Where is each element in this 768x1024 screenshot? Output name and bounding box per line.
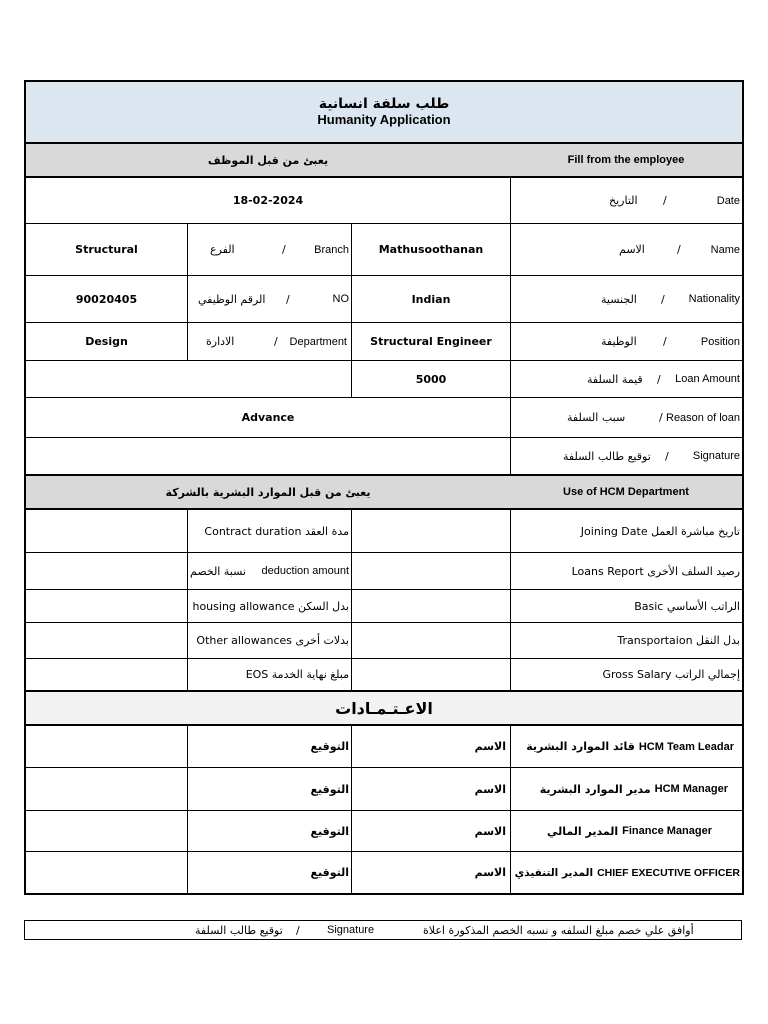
section-hcm (26, 476, 742, 510)
deduction-amount-value[interactable] (26, 553, 187, 589)
loan-application-form (24, 80, 744, 895)
row-basic-housing (26, 590, 742, 623)
loan-amount-label-en: Loan Amount (675, 373, 740, 385)
deduction-amount-label (187, 553, 351, 589)
nationality-label-ar: الجنسية (601, 292, 637, 306)
footer-agreement-text: أوافق علي خصم مبلغ السلفه و نسبه الخصم المذكورة اعلاة (423, 924, 694, 937)
position-label-en: Position (700, 335, 740, 348)
approval-name-field[interactable]: الاسم (351, 811, 510, 851)
row-loan-amount (26, 361, 742, 398)
deduction-label-ar: نسبة الخصم (190, 564, 246, 578)
loans-report-value[interactable] (351, 553, 510, 589)
joining-date-label: Joining Date تاريخ مباشرة العمل (510, 510, 742, 552)
signature-label-ar: توقيع طالب السلفة (563, 449, 651, 463)
row-transport-other (26, 623, 742, 659)
loan-amount-value[interactable]: 5000 (351, 361, 510, 397)
employee-no-label: الرقم الوظيفي / NO (187, 276, 351, 322)
basic-label: Basic الراتب الأساسي (510, 590, 742, 622)
section-hcm-ar: يعبئ من قبل الموارد البشرية بالشركة (165, 485, 371, 499)
other-allowances-label: Other allowances بدلات أخرى (187, 623, 351, 658)
approval-signature-field[interactable] (26, 852, 187, 893)
gross-salary-label: Gross Salary إجمالي الراتب (510, 659, 742, 690)
approvals-header: الاعـتـمـادات (26, 692, 742, 726)
employee-no-value[interactable]: 90020405 (75, 292, 138, 306)
branch-value[interactable]: Structural (75, 243, 138, 256)
transportation-value[interactable] (351, 623, 510, 658)
row-name-branch (26, 224, 742, 276)
date-label-en: Date (716, 194, 740, 207)
approval-role-label: مدير الموارد البشرية HCM Manager (510, 768, 742, 810)
approval-row (26, 768, 742, 811)
nationality-value[interactable]: Indian (351, 276, 510, 322)
housing-allowance-value[interactable] (26, 590, 187, 622)
reason-label-ar: سبب السلفة (567, 411, 626, 424)
deduction-label-en: deduction amount (261, 565, 349, 577)
date-value[interactable]: 18-02-2024 (232, 194, 304, 207)
name-label-en: Name (710, 243, 740, 256)
approval-sign-label: التوقيع (187, 811, 351, 851)
title-english: Humanity Application (317, 112, 451, 127)
signature-label: توقيع طالب السلفة / Signature (510, 438, 742, 474)
loan-amount-label-ar: قيمة السلفة (587, 372, 643, 386)
department-label-en: Department (289, 335, 347, 348)
nationality-label: الجنسية / Nationality (510, 276, 742, 322)
section-employee (26, 144, 742, 178)
other-allowances-value[interactable] (26, 623, 187, 658)
transportation-label: Transportaion بدل النقل (510, 623, 742, 658)
section-employee-en: Fill from the employee (567, 154, 685, 166)
department-label-ar: الادارة (206, 335, 235, 348)
gross-salary-value[interactable] (351, 659, 510, 690)
branch-label-ar: الفرع (210, 243, 235, 256)
approval-name-field[interactable]: الاسم (351, 852, 510, 893)
approval-name-field[interactable]: الاسم (351, 726, 510, 767)
reason-label: سبب السلفة / Reason of loan (510, 398, 742, 437)
approval-row (26, 852, 742, 893)
approval-name-field[interactable]: الاسم (351, 768, 510, 810)
approval-signature-field[interactable] (26, 726, 187, 767)
reason-value[interactable]: Advance (241, 411, 295, 424)
loan-amount-label: قيمة السلفة / Loan Amount (510, 361, 742, 397)
row-joining-contract (26, 510, 742, 553)
agreement-footer: توقيع طالب السلفة / Signature أوافق علي خصم مبلغ السلفه و نسبه الخصم المذكورة اعلاة (24, 920, 742, 940)
reason-label-en: Reason of loan (666, 411, 740, 424)
name-label: الاسم / Name (510, 224, 742, 275)
eos-value[interactable] (26, 659, 187, 690)
position-label-ar: الوظيفة (601, 335, 637, 348)
signature-value[interactable] (26, 438, 510, 474)
approval-sign-label: التوقيع (187, 852, 351, 893)
employee-no-label-en: NO (332, 293, 349, 305)
row-date (26, 178, 742, 224)
title-arabic: طلب سلفة انسانية (318, 96, 450, 112)
date-label-ar: التاريخ (609, 194, 638, 207)
row-position-department (26, 323, 742, 361)
position-value[interactable]: Structural Engineer (351, 323, 510, 360)
employee-no-label-ar: الرقم الوظيفي (198, 292, 266, 306)
approval-row (26, 811, 742, 852)
branch-label: الفرع / Branch (187, 224, 351, 275)
row-gross-eos (26, 659, 742, 692)
approval-sign-label: التوقيع (187, 768, 351, 810)
contract-duration-label: Contract duration مدة العقد (187, 510, 351, 552)
nationality-label-en: Nationality (688, 293, 740, 305)
department-value[interactable]: Design (85, 335, 128, 348)
joining-date-value[interactable] (351, 510, 510, 552)
loan-amount-blank (26, 361, 351, 397)
department-label: الادارة / Department (187, 323, 351, 360)
approval-sign-label: التوقيع (187, 726, 351, 767)
footer-signature-ar: توقيع طالب السلفة (195, 924, 283, 937)
name-value[interactable]: Mathusoothanan (351, 224, 510, 275)
position-label: الوظيفة / Position (510, 323, 742, 360)
row-loans-deduction (26, 553, 742, 590)
eos-label: EOS مبلغ نهاية الخدمة (187, 659, 351, 690)
footer-signature-en: Signature (327, 924, 375, 936)
contract-duration-value[interactable] (26, 510, 187, 552)
housing-allowance-label: housing allowance بدل السكن (187, 590, 351, 622)
name-label-ar: الاسم (619, 243, 645, 256)
date-label: التاريخ / Date (510, 178, 742, 223)
approval-role-label: المدير التنفيذي CHIEF EXECUTIVE OFFICER (510, 852, 742, 893)
approval-row (26, 726, 742, 768)
row-reason (26, 398, 742, 438)
row-signature (26, 438, 742, 476)
approval-role-label: المدير المالي Finance Manager (510, 811, 742, 851)
loans-report-label: Loans Report رصيد السلف الأخرى (510, 553, 742, 589)
approval-role-label: قائد الموارد البشرية HCM Team Leadar (510, 726, 742, 767)
signature-label-en: Signature (692, 450, 740, 462)
basic-value[interactable] (351, 590, 510, 622)
approval-signature-field[interactable] (26, 811, 187, 851)
section-hcm-en: Use of HCM Department (563, 486, 689, 498)
form-title (26, 82, 742, 144)
branch-label-en: Branch (314, 243, 349, 256)
approval-signature-field[interactable] (26, 768, 187, 810)
row-nationality-no (26, 276, 742, 323)
section-employee-ar: يعبئ من قبل الموظف (207, 153, 329, 167)
